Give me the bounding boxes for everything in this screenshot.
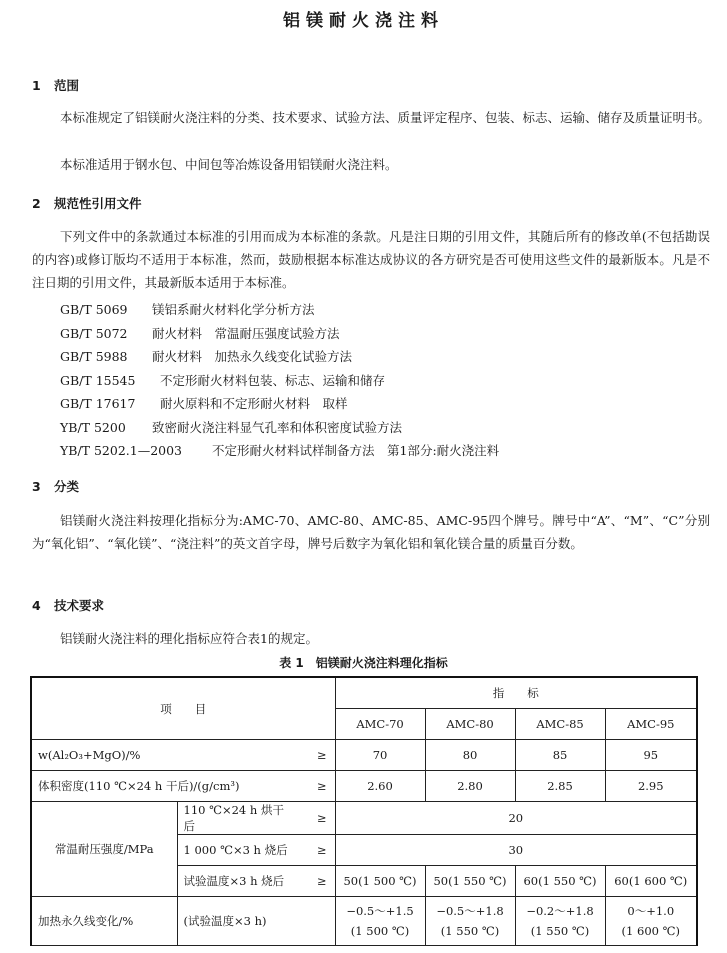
table-cell: 50(1 550 ℃) xyxy=(425,866,515,897)
reference-item xyxy=(60,369,499,393)
reference-code: GB/T 5072 xyxy=(60,325,128,341)
table-cell xyxy=(515,897,605,946)
section-2-title: 规范性引用文件 xyxy=(54,196,142,211)
table-caption-title: 铝镁耐火浇注料理化指标 xyxy=(315,656,448,670)
ge-symbol: ≥ xyxy=(299,835,335,866)
plc-range: −0.2～+1.8 xyxy=(526,904,594,918)
table-cell: 2.85 xyxy=(515,771,605,802)
table-row-plc xyxy=(31,897,697,946)
table-cell xyxy=(335,897,425,946)
reference-item xyxy=(60,392,499,416)
permanent-linear-change-label: 加热永久线变化/% xyxy=(31,897,177,946)
reference-item xyxy=(60,322,499,346)
ge-symbol: ≥ xyxy=(299,740,335,771)
section-3-para-1: 铝镁耐火浇注料按理化指标分为:AMC-70、AMC-80、AMC-85、AMC-95四个牌号。牌号中“A”、“M”、“C”分别为“氧化铝”、“氧化镁”、“浇注料”的英文首字母，牌号后数字为氧化铝和氧化镁合量的质量百分数。 xyxy=(32,513,710,551)
plc-temperature: (1 550 ℃) xyxy=(440,924,500,938)
strength-test-label: 试验温度×3 h 烧后 xyxy=(177,866,299,897)
grade-header-cell: AMC-70 xyxy=(335,709,425,740)
table-cell: 2.60 xyxy=(335,771,425,802)
section-2-para-1: 下列文件中的条款通过本标准的引用而成为本标准的条款。凡是注日期的引用文件，其随后所有的修改单(不包括勘误的内容)或修订版均不适用于本标准，然而，鼓励根据本标准达成协议的各方研究是否可使用这些文件的最新版本。凡是不注日期的引用文件，其最新版本适用于本标准。 xyxy=(32,229,710,290)
table-cell xyxy=(605,897,697,946)
table-caption xyxy=(0,654,727,671)
table-row-strength-dry xyxy=(31,802,697,835)
table-cell: 50(1 500 ℃) xyxy=(335,866,425,897)
plc-range: −0.5～+1.8 xyxy=(436,904,504,918)
reference-title: 致密耐火浇注料显气孔率和体积密度试验方法 xyxy=(152,419,403,435)
properties-table xyxy=(30,676,698,946)
table-header-row-1 xyxy=(31,677,697,709)
table-cell: 60(1 600 ℃) xyxy=(605,866,697,897)
section-3-title: 分类 xyxy=(54,479,80,494)
bulk-density-label: 体积密度(110 ℃×24 h 干后)/(g/cm³) xyxy=(31,771,299,802)
reference-title: 耐火原料和不定形耐火材料 取样 xyxy=(160,396,348,411)
cold-crushing-strength-label: 常温耐压强度/MPa xyxy=(31,802,177,897)
table-cell: 60(1 550 ℃) xyxy=(515,866,605,897)
section-1-number: 1 xyxy=(32,78,41,93)
ge-symbol: ≥ xyxy=(299,866,335,897)
grade-header-cell: AMC-85 xyxy=(515,709,605,740)
section-4-heading xyxy=(32,596,104,614)
reference-item xyxy=(60,298,499,322)
header-index-cell: 指 标 xyxy=(335,677,697,709)
plc-range: 0～+1.0 xyxy=(627,904,675,918)
plc-temperature: (1 600 ℃) xyxy=(621,924,680,938)
section-3-heading xyxy=(32,477,79,495)
strength-fired-label: 1 000 ℃×3 h 烧后 xyxy=(177,835,299,866)
table-cell: 70 xyxy=(335,740,425,771)
reference-item xyxy=(60,416,499,440)
reference-code: GB/T 17617 xyxy=(60,396,136,411)
ge-symbol: ≥ xyxy=(299,771,335,802)
section-4-para-1: 铝镁耐火浇注料的理化指标应符合表1的规定。 xyxy=(60,631,318,646)
table-cell: 80 xyxy=(425,740,515,771)
reference-item xyxy=(60,439,499,463)
section-1-para-2: 本标准适用于钢水包、中间包等冶炼设备用铝镁耐火浇注料。 xyxy=(60,157,398,172)
section-3-number: 3 xyxy=(32,479,41,494)
ge-symbol: ≥ xyxy=(299,802,335,835)
section-4-number: 4 xyxy=(32,598,41,613)
table-cell: 85 xyxy=(515,740,605,771)
reference-title: 耐火材料 常温耐压强度试验方法 xyxy=(152,325,340,341)
section-2-heading xyxy=(32,194,142,212)
reference-title: 不定形耐火材料试样制备方法 第1部分:耐火浇注料 xyxy=(212,443,500,458)
reference-code: YB/T 5202.1—2003 xyxy=(60,443,183,458)
reference-code: GB/T 5988 xyxy=(60,349,128,364)
reference-code: GB/T 15545 xyxy=(60,372,136,388)
header-item-cell: 项 目 xyxy=(31,677,335,740)
reference-code: GB/T 5069 xyxy=(60,302,128,317)
section-1-para-1: 本标准规定了铝镁耐火浇注料的分类、技术要求、试验方法、质量评定程序、包装、标志、运输、储存及质量证明书。 xyxy=(60,110,711,125)
section-1-title: 范围 xyxy=(54,78,80,93)
plc-condition-label: (试验温度×3 h) xyxy=(177,897,335,946)
oxide-content-label: w(Al₂O₃+MgO)/% xyxy=(31,740,299,771)
document-title: 铝镁耐火浇注料 xyxy=(283,11,444,31)
strength-dry-label: 110 ℃×24 h 烘干后 xyxy=(177,802,299,835)
table-row-oxide xyxy=(31,740,697,771)
table-cell: 2.95 xyxy=(605,771,697,802)
table-cell: 30 xyxy=(335,835,697,866)
table-cell xyxy=(425,897,515,946)
table-caption-number: 表 1 xyxy=(279,656,304,670)
section-2-number: 2 xyxy=(32,196,41,211)
table-cell: 95 xyxy=(605,740,697,771)
plc-temperature: (1 500 ℃) xyxy=(350,924,410,938)
table-cell: 20 xyxy=(335,802,697,835)
table-cell: 2.80 xyxy=(425,771,515,802)
section-4-title: 技术要求 xyxy=(54,598,105,613)
normative-reference-list xyxy=(60,298,499,463)
reference-item xyxy=(60,345,499,369)
plc-range: −0.5～+1.5 xyxy=(346,904,414,918)
reference-code: YB/T 5200 xyxy=(60,419,126,435)
grade-header-cell: AMC-95 xyxy=(605,709,697,740)
table-row-density xyxy=(31,771,697,802)
reference-title: 镁铝系耐火材料化学分析方法 xyxy=(152,302,315,317)
section-1-heading xyxy=(32,76,79,94)
grade-header-cell: AMC-80 xyxy=(425,709,515,740)
plc-temperature: (1 550 ℃) xyxy=(530,924,590,938)
reference-title: 不定形耐火材料包装、标志、运输和储存 xyxy=(160,372,386,388)
reference-title: 耐火材料 加热永久线变化试验方法 xyxy=(152,349,353,364)
